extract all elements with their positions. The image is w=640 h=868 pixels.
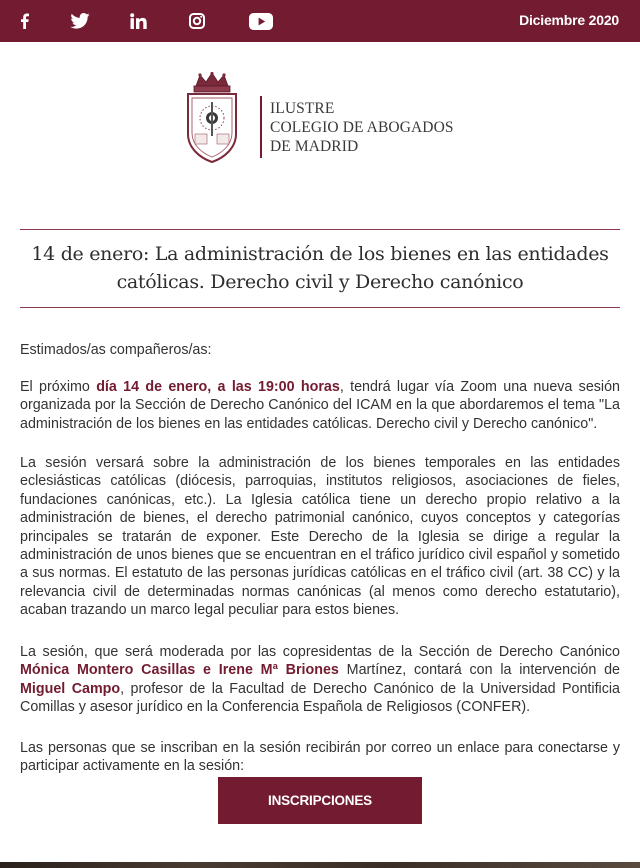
youtube-icon bbox=[249, 13, 273, 30]
logo-line: ILUSTRE bbox=[270, 100, 335, 117]
paragraph-1 bbox=[20, 378, 620, 433]
facebook-icon bbox=[20, 13, 29, 29]
facebook-link[interactable] bbox=[16, 0, 32, 42]
inscripciones-button[interactable]: INSCRIPCIONES bbox=[218, 777, 422, 824]
youtube-link[interactable] bbox=[248, 0, 274, 42]
p3-text: La sesión, que será moderada por las copresidentas de la Sección de Derecho Canónico bbox=[20, 644, 620, 660]
logo-line: DE MADRID bbox=[270, 138, 359, 155]
social-links bbox=[0, 0, 274, 42]
linkedin-icon bbox=[130, 13, 147, 29]
title-bottom-rule bbox=[20, 307, 620, 308]
header-bar bbox=[0, 0, 640, 42]
title-line: católicas. Derecho civil y Derecho canónico bbox=[116, 271, 524, 293]
bottom-image-strip bbox=[0, 862, 640, 868]
paragraph-3 bbox=[20, 643, 620, 717]
instagram-icon bbox=[189, 13, 205, 29]
issue-date: Diciembre 2020 bbox=[519, 12, 619, 28]
paragraph-2 bbox=[20, 454, 620, 620]
p4-text: Las personas que se inscriban en la sesión recibirán por correo un enlace para conectarse y participar activamente en la sesión: bbox=[20, 740, 620, 775]
speaker-highlight: Miguel Campo bbox=[20, 680, 121, 697]
logo-divider bbox=[260, 96, 262, 158]
linkedin-link[interactable] bbox=[129, 0, 147, 42]
instagram-link[interactable] bbox=[188, 0, 206, 42]
p3-text: Martínez, contará con la intervención de bbox=[338, 662, 620, 679]
title-line: 14 de enero: La administración de los bienes en las entidades bbox=[31, 243, 609, 265]
logo-wordmark bbox=[270, 99, 454, 156]
twitter-link[interactable] bbox=[69, 0, 91, 42]
twitter-icon bbox=[70, 13, 90, 29]
greeting bbox=[20, 341, 620, 359]
event-date-highlight: día 14 de enero, a las 19:00 horas bbox=[96, 379, 340, 395]
logo-line: COLEGIO DE ABOGADOS bbox=[270, 119, 454, 136]
coat-of-arms-icon bbox=[182, 72, 242, 164]
greeting-text: Estimados/as compañeros/as: bbox=[20, 342, 212, 358]
moderators-highlight: Mónica Montero Casillas e Irene Mª Briones bbox=[20, 662, 339, 679]
p2-text: La sesión versará sobre la administración de los bienes temporales en las entidades eclesiásticas católicas (diócesis, parroquias, institutos religiosos, asociaciones de fieles, fundaciones canónicas, etc.). La Iglesia católica tiene un derecho propio relativo a la administración de bienes, el derecho patrimonial canónico, cuyos conceptos y categorías principales se tratarán de exponer. Este Derecho de la Iglesia se dirige a regular la administración de unos bienes que se encuentran en el tráfico jurídico civil español y sometido a sus normas. El estatuto de las personas jurídicas católicas en el tráfico civil (art. 38 CC) y la relevancia civil de determinadas normas canónicas (al menos como derecho estatutario), acaban trazando un marco legal peculiar para estos bienes. bbox=[20, 455, 620, 619]
paragraph-4 bbox=[20, 739, 620, 776]
p1-text: El próximo bbox=[20, 379, 97, 395]
p1-text: , tendrá lugar vía Zoom una nueva sesión organizada por la Sección de Derecho Canónico del ICAM en la que abordaremos el tema "La administración de los bienes en las entidades católicas. Derecho civil y Derecho canónico". bbox=[20, 379, 621, 432]
icam-logo[interactable] bbox=[182, 72, 482, 164]
title-top-rule bbox=[20, 229, 620, 230]
article-title bbox=[20, 240, 620, 296]
p3-text: , profesor de la Facultad de Derecho Canónico de la Universidad Pontificia Comillas y asesor jurídico en la Conferencia Española de Religiosos (CONFER). bbox=[20, 680, 620, 716]
